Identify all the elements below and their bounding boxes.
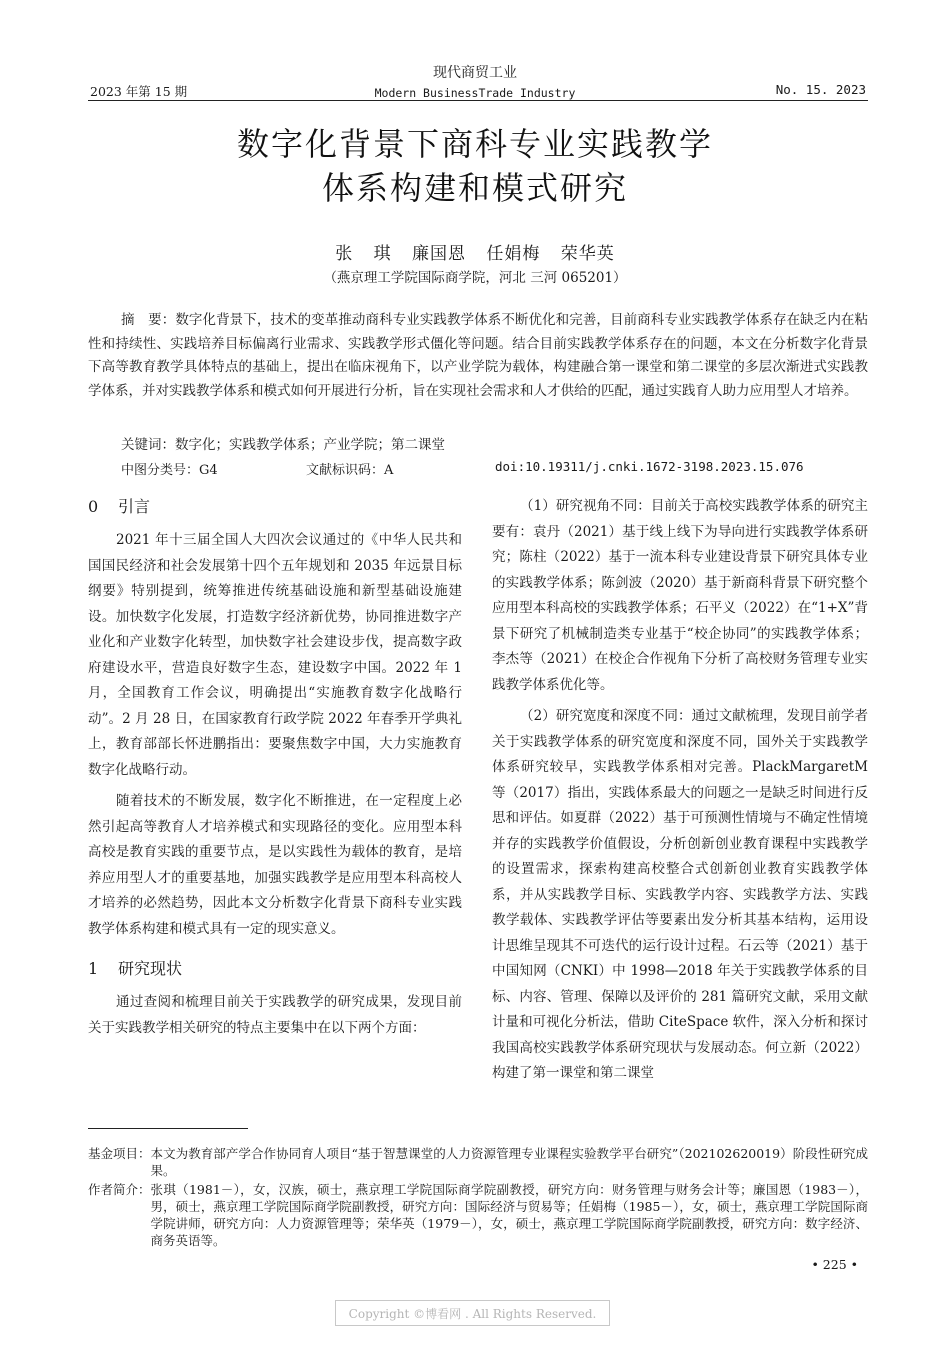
title-line-1: 数字化背景下商科专业实践教学 — [236, 125, 713, 163]
author-text: 张琪（1981－），女，汉族，硕士，燕京理工学院国际商学院副教授，研究方向：财务管理与财务会计等；廉国恩（1983－），男，硕士，燕京理工学院国际商学院副教授，研究方向：国际经济与贸易等；任娟梅（1985－），女，硕士，燕京理工学院国际商学院讲师，研究方向：人力资源管理等；荣华英（1979－），女，硕士，燕京理工学院国际商学院副教授，研究方向：数字经济、商务英语等。 — [150, 1182, 868, 1248]
fund-text: 本文为教育部产学合作协同育人项目“基于智慧课堂的人力资源管理专业课程实验教学平台研究”（202102620019）阶段性研究成果。 — [150, 1146, 868, 1178]
left-column — [88, 494, 462, 1047]
paper-title — [0, 122, 950, 210]
footnote-divider — [88, 1128, 248, 1129]
header-issue-en: No. 15. 2023 — [775, 82, 866, 97]
section-number: 1 — [88, 959, 99, 978]
section-heading-status — [88, 956, 462, 982]
doi: doi:10.19311/j.cnki.1672-3198.2023.15.076 — [495, 459, 804, 474]
section-title: 研究现状 — [118, 959, 183, 978]
journal-name-cn: 现代商贸工业 — [433, 65, 517, 81]
paragraph: （2）研究宽度和深度不同：通过文献梳理，发现目前学者关于实践教学体系的研究宽度和深度不同，国外关于实践教学体系研究较早，实践教学体系相对完善。PlackMargaretM 等（2017）指出，实践体系最大的问题之一是缺乏时间进行反思和评估。如夏群（2022）基于可预测性情境与不确定性情境并存的实践教学价值假设，分析创新创业教育课程中实践教学的设置需求，探索构建高校整合式创新创业教育实践教学体系，并从实践教学目标、实践教学内容、实践教学方法、实践教学载体、实践教学评估等要素出发分析其基本结构，运用设计思维呈现其不可迭代的运行设计过程。石云等（2021）基于中国知网（CNKI）中 1998—2018 年关于实践教学体系的目标、内容、管理、保障以及评价的 281 篇研究文献，采用文献计量和可视化分析法，借助 CiteSpace 软件，深入分析和探讨我国高校实践教学体系研究现状与发展动态。何立新（2022）构建了第一课堂和第二课堂 — [492, 708, 868, 1081]
fund-footnote — [88, 1145, 868, 1179]
affiliation: （燕京理工学院国际商学院，河北 三河 065201） — [323, 270, 627, 286]
abstract: 摘 要：数字化背景下，技术的变革推动商科专业实践教学体系不断优化和完善，目前商科专业实践教学体系存在缺乏内在粘性和持续性、实践培养目标偏离行业需求、实践教学形式僵化等问题。结合目前实践教学体系存在的问题，本文在分析数字化背景下高等教育教学具体特点的基础上，提出在临床视角下，以产业学院为载体，构建融合第一课堂和第二课堂的多层次渐进式实践教学体系，并对实践教学体系和模式如何开展进行分析，旨在实现社会需求和人才供给的匹配，通过实践育人助力应用型人才培养。 — [88, 312, 868, 399]
document-code: 文献标识码：A — [306, 463, 394, 478]
page-number: • 225 • — [811, 1257, 858, 1272]
footnotes — [88, 1145, 868, 1251]
right-column — [492, 494, 868, 1093]
fund-label: 基金项目： — [88, 1146, 151, 1161]
section-heading-intro — [88, 494, 462, 520]
section-number: 0 — [88, 497, 99, 516]
header-issue-cn: 2023 年第 15 期 — [90, 84, 188, 99]
copyright-notice: Copyright ©博看网 . All Rights Reserved. — [335, 1300, 610, 1326]
paragraph: 通过查阅和梳理目前关于实践教学的研究成果，发现目前关于实践教学相关研究的特点主要集中在以下两个方面： — [88, 994, 462, 1036]
author-label: 作者简介： — [88, 1182, 151, 1197]
journal-name-en: Modern BusinessTrade Industry — [374, 86, 576, 100]
section-title: 引言 — [118, 497, 151, 516]
author-footnote — [88, 1181, 868, 1249]
paragraph: （1）研究视角不同：目前关于高校实践教学体系的研究主要有：袁丹（2021）基于线上线下为导向进行实践教学体系研究；陈柱（2022）基于一流本科专业建设背景下研究具体专业的实践教学体系；陈剑波（2020）基于新商科背景下研究整个应用型本科高校的实践教学体系；石平义（2022）在“1+X”背景下研究了机械制造类专业基于“校企协同”的实践教学体系；李杰等（2021）在校企合作视角下分析了高校财务管理专业实践教学体系优化等。 — [492, 498, 868, 693]
authors: 张 琪 廉国恩 任娟梅 荣华英 — [335, 244, 615, 264]
clc-number: 中图分类号：G4 — [121, 463, 218, 478]
keywords: 关键词：数字化；实践教学体系；产业学院；第二课堂 — [121, 437, 445, 453]
paragraph: 2021 年十三届全国人大四次会议通过的《中华人民共和国国民经济和社会发展第十四个五年规划和 2035 年远景目标纲要》特别提到，统筹推进传统基础设施和新型基础设施建设。加快数字化发展，打造数字经济新优势，协同推进数字产业化和产业数字化转型，加快数字社会建设步伐，提高数字政府建设水平，营造良好数字生态，建设数字中国。2022 年 1 月，全国教育工作会议，明确提出“实施教育数字化战略行动”。2 月 28 日，在国家教育行政学院 2022 年春季开学典礼上，教育部部长怀进鹏指出：要聚焦数字中国，大力实施教育数字化战略行动。 — [88, 532, 462, 778]
paragraph: 随着技术的不断发展，数字化不断推进，在一定程度上必然引起高等教育人才培养模式和实现路径的变化。应用型本科高校是教育实践的重要节点，是以实践性为载体的教育，是培养应用型人才的重要基地，加强实践教学是应用型本科高校人才培养的必然趋势，因此本文分析数字化背景下商科专业实践教学体系构建和模式具有一定的现实意义。 — [88, 793, 462, 937]
title-line-2: 体系构建和模式研究 — [321, 169, 628, 207]
header-divider — [88, 100, 868, 101]
